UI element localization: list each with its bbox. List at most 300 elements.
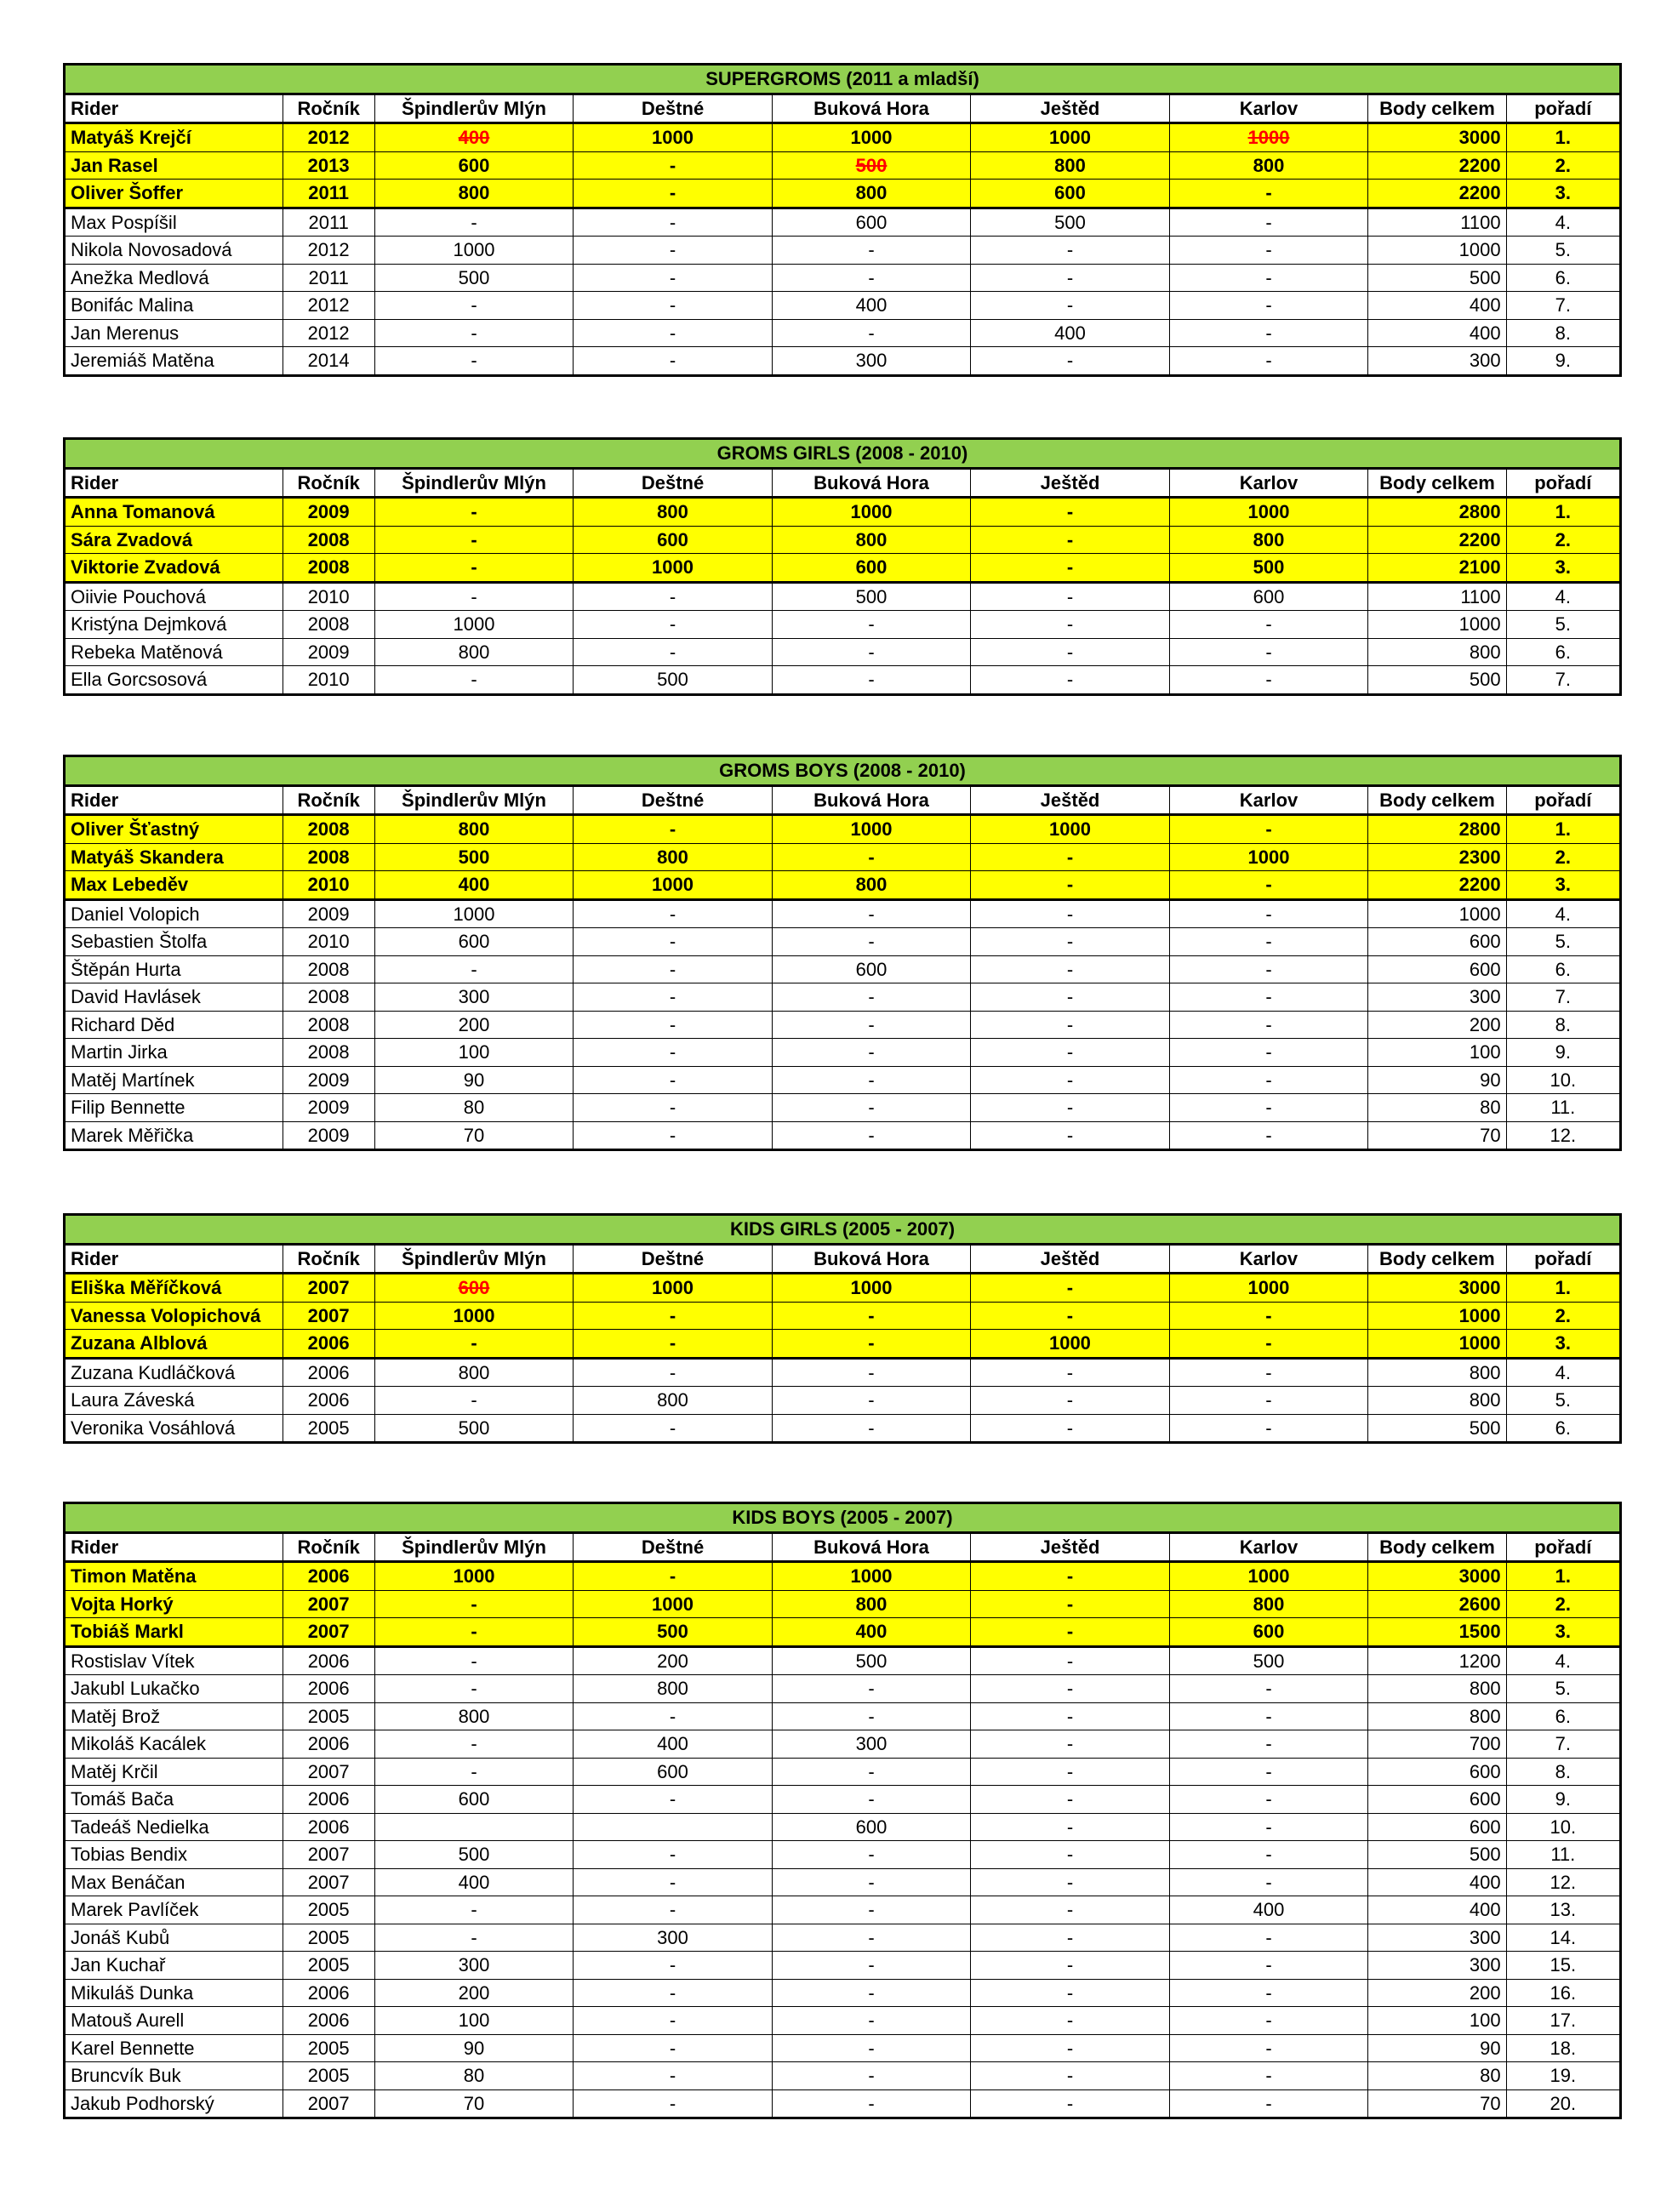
rider-name: Sebastien Štolfa (65, 928, 283, 956)
birth-year: 2012 (283, 319, 374, 347)
rank: 13. (1506, 1896, 1620, 1924)
event-score-bukova-hora (772, 2007, 971, 2035)
event-score-karlov (1169, 1011, 1368, 1039)
birth-year: 2008 (283, 815, 374, 844)
total-points: 600 (1368, 1758, 1506, 1786)
score-value: 800 (657, 1678, 688, 1700)
birth-year: 2012 (283, 237, 374, 265)
total-points: 500 (1368, 1841, 1506, 1869)
total-points: 500 (1368, 264, 1506, 292)
column-header-bukova-hora: Buková Hora (772, 1244, 970, 1274)
event-score-spindleruv-mlyn (374, 1868, 574, 1896)
column-header-destne: Deštné (574, 94, 773, 123)
rank: 11. (1506, 1841, 1620, 1869)
birth-year: 2005 (283, 1924, 374, 1952)
score-value: - (669, 1069, 676, 1091)
birth-year: 2006 (283, 2007, 374, 2035)
score-value: 400 (855, 1621, 888, 1643)
struck-score: 500 (855, 154, 888, 176)
event-score-bukova-hora (772, 1868, 971, 1896)
event-score-destne (574, 347, 773, 376)
score-value: 1000 (652, 874, 693, 896)
birth-year: 2009 (283, 899, 374, 928)
event-score-bukova-hora (772, 208, 971, 237)
birth-year: 2005 (283, 1896, 374, 1924)
event-score-bukova-hora (772, 1675, 971, 1703)
event-score-jested (971, 611, 1170, 639)
event-score-bukova-hora (772, 237, 971, 265)
event-score-bukova-hora (772, 1121, 971, 1150)
total-points: 500 (1368, 1414, 1506, 1443)
event-score-jested (971, 1039, 1170, 1067)
score-value: - (669, 585, 676, 607)
birth-year: 2006 (283, 1330, 374, 1359)
rank: 3. (1506, 1330, 1620, 1359)
score-value: - (868, 2092, 875, 2114)
total-points: 1200 (1368, 1646, 1506, 1675)
event-score-karlov (1169, 1094, 1368, 1122)
score-value: 800 (1253, 154, 1285, 176)
results-table-block (63, 63, 1622, 377)
total-points: 600 (1368, 1813, 1506, 1841)
score-value: - (669, 1332, 676, 1354)
total-points: 800 (1368, 1387, 1506, 1415)
score-value: - (471, 958, 477, 980)
rider-name: Matyáš Krejčí (65, 123, 283, 152)
score-value: 300 (855, 1733, 888, 1755)
event-score-jested (971, 1675, 1170, 1703)
rank: 4. (1506, 208, 1620, 237)
birth-year: 2011 (283, 264, 374, 292)
column-header-karlov: Karlov (1169, 1532, 1368, 1562)
event-score-karlov (1169, 1841, 1368, 1869)
column-header-rider: Rider (65, 94, 283, 123)
table-row (65, 1868, 1621, 1896)
event-score-bukova-hora (772, 983, 971, 1012)
score-value: - (868, 1871, 875, 1893)
event-score-jested (971, 1813, 1170, 1841)
score-value: - (669, 1041, 676, 1063)
rank: 8. (1506, 1758, 1620, 1786)
score-value: - (1265, 211, 1272, 233)
score-value: 1000 (850, 1277, 893, 1299)
event-score-spindleruv-mlyn (374, 498, 574, 527)
score-value: 400 (1253, 1899, 1285, 1921)
rider-name: Zuzana Alblová (65, 1330, 283, 1359)
score-value: - (1066, 1678, 1074, 1700)
event-score-jested (971, 1952, 1170, 1980)
total-points: 2600 (1368, 1590, 1506, 1618)
event-score-karlov (1169, 347, 1368, 376)
score-value: 800 (458, 1705, 490, 1727)
event-score-karlov (1169, 1562, 1368, 1591)
rank: 12. (1506, 1121, 1620, 1150)
event-score-destne (574, 1066, 773, 1094)
score-value: - (1066, 1013, 1074, 1035)
score-value: - (868, 2037, 875, 2059)
score-value: - (1066, 1705, 1074, 1727)
score-value: - (868, 846, 875, 868)
score-value: - (1066, 1069, 1074, 1091)
rank: 5. (1506, 611, 1620, 639)
birth-year: 2007 (283, 1274, 374, 1303)
score-value: 400 (1054, 322, 1086, 344)
score-value: - (669, 903, 676, 925)
total-points: 800 (1368, 1702, 1506, 1730)
category-title-row (65, 1215, 1621, 1245)
event-score-spindleruv-mlyn (374, 1011, 574, 1039)
total-points: 400 (1368, 319, 1506, 347)
score-value: 100 (458, 2010, 490, 2032)
event-score-karlov (1169, 1646, 1368, 1675)
event-score-destne (574, 1868, 773, 1896)
birth-year: 2010 (283, 666, 374, 695)
table-row (65, 208, 1621, 237)
event-score-karlov (1169, 1702, 1368, 1730)
event-score-destne (574, 1302, 772, 1330)
score-value: 500 (458, 1844, 490, 1866)
table-row (65, 1702, 1621, 1730)
event-score-bukova-hora (772, 1274, 970, 1303)
event-score-destne (574, 1039, 773, 1067)
total-points: 1000 (1368, 899, 1506, 928)
event-score-karlov (1169, 983, 1368, 1012)
birth-year: 2006 (283, 1813, 374, 1841)
event-score-bukova-hora (772, 1414, 970, 1443)
score-value: - (868, 1013, 875, 1035)
rank: 9. (1506, 1786, 1620, 1814)
event-score-jested (971, 1358, 1169, 1387)
score-value: - (1265, 669, 1272, 691)
column-header-year: Ročník (283, 1532, 374, 1562)
birth-year: 2006 (283, 1786, 374, 1814)
rank: 9. (1506, 347, 1620, 376)
birth-year: 2006 (283, 1562, 374, 1591)
event-score-destne (574, 1786, 773, 1814)
score-value: - (1066, 1788, 1074, 1810)
score-value: - (1066, 846, 1074, 868)
event-score-jested (971, 1414, 1169, 1443)
event-score-jested (971, 1730, 1170, 1759)
score-value: 300 (458, 986, 490, 1008)
score-value: 800 (458, 1361, 490, 1383)
total-points: 70 (1368, 2089, 1506, 2118)
score-value: - (1066, 528, 1074, 550)
total-points: 80 (1368, 2062, 1506, 2090)
score-value: 800 (855, 182, 888, 204)
score-value: - (1265, 1871, 1272, 1893)
column-header-row (65, 1244, 1621, 1274)
total-points: 200 (1368, 1011, 1506, 1039)
column-header-rider: Rider (65, 1244, 283, 1274)
table-row (65, 1121, 1621, 1150)
event-score-jested (971, 983, 1170, 1012)
score-value: - (868, 931, 875, 953)
rider-name: Matěj Brož (65, 1702, 283, 1730)
event-score-spindleruv-mlyn (374, 554, 574, 583)
event-score-spindleruv-mlyn (374, 955, 574, 983)
table-row (65, 2062, 1621, 2090)
score-value: 500 (1253, 1650, 1285, 1672)
event-score-spindleruv-mlyn (374, 666, 574, 695)
event-score-karlov (1169, 1924, 1368, 1952)
score-value: - (1265, 322, 1272, 344)
score-value: - (471, 322, 477, 344)
event-score-spindleruv-mlyn (374, 983, 574, 1012)
score-value: - (669, 613, 676, 636)
event-score-destne (574, 319, 773, 347)
score-value: 1000 (850, 127, 893, 149)
score-value: 500 (1253, 556, 1285, 579)
event-score-destne (574, 208, 773, 237)
event-score-destne (574, 264, 773, 292)
event-score-jested (971, 1702, 1170, 1730)
event-score-jested (971, 526, 1170, 554)
score-value: - (1066, 1981, 1074, 2004)
category-title: GROMS BOYS (2008 - 2010) (65, 756, 1621, 786)
event-score-bukova-hora (772, 1094, 971, 1122)
category-title-row (65, 756, 1621, 786)
score-value: 600 (855, 1816, 888, 1838)
event-score-destne (574, 1121, 773, 1150)
event-score-karlov (1169, 1758, 1368, 1786)
score-value: - (669, 986, 676, 1008)
score-value: 600 (1054, 182, 1086, 204)
event-score-destne (574, 1702, 773, 1730)
event-score-bukova-hora (772, 1786, 971, 1814)
score-value: 500 (855, 1650, 888, 1672)
column-header-karlov: Karlov (1169, 785, 1368, 815)
event-score-bukova-hora (772, 871, 971, 900)
score-value: 800 (657, 1389, 688, 1411)
table-row (65, 1066, 1621, 1094)
event-score-jested (971, 928, 1170, 956)
score-value: - (1265, 1705, 1272, 1727)
score-value: - (1066, 294, 1074, 316)
rank: 12. (1506, 1868, 1620, 1896)
total-points: 2200 (1368, 871, 1506, 900)
event-score-spindleruv-mlyn (374, 1979, 574, 2007)
event-score-jested (971, 666, 1170, 695)
event-score-spindleruv-mlyn (374, 582, 574, 611)
score-value: - (1066, 986, 1074, 1008)
column-header-karlov: Karlov (1169, 468, 1368, 498)
rider-name: Marek Pavlíček (65, 1896, 283, 1924)
column-header-spindleruv-mlyn: Špindlerův Mlýn (374, 468, 574, 498)
birth-year: 2005 (283, 1702, 374, 1730)
score-value: - (471, 1760, 477, 1782)
rider-name: Anna Tomanová (65, 498, 283, 527)
score-value: - (1265, 818, 1272, 841)
total-points: 90 (1368, 1066, 1506, 1094)
total-points: 600 (1368, 955, 1506, 983)
results-table (63, 1213, 1622, 1444)
score-value: - (669, 1705, 676, 1727)
rider-name: Karel Bennette (65, 2034, 283, 2062)
score-value: 800 (1253, 528, 1285, 550)
event-score-karlov (1169, 264, 1368, 292)
score-value: - (669, 1871, 676, 1893)
score-value: - (868, 1899, 875, 1921)
event-score-spindleruv-mlyn (374, 1562, 574, 1591)
total-points: 500 (1368, 666, 1506, 695)
rank: 6. (1506, 1702, 1620, 1730)
score-value: 600 (1253, 585, 1285, 607)
rider-name: Timon Matěna (65, 1562, 283, 1591)
event-score-bukova-hora (772, 1702, 971, 1730)
podium-row (65, 498, 1621, 527)
event-score-destne (574, 1813, 773, 1841)
category-title: GROMS GIRLS (2008 - 2010) (65, 439, 1621, 469)
score-value: - (1066, 1361, 1074, 1383)
event-score-karlov (1169, 899, 1368, 928)
results-table (63, 1502, 1622, 2119)
total-points: 3000 (1368, 1274, 1506, 1303)
event-score-spindleruv-mlyn (374, 151, 574, 180)
event-score-karlov (1169, 1590, 1368, 1618)
score-value: - (669, 239, 676, 261)
score-value: - (1265, 2092, 1272, 2114)
column-header-body-celkem: Body celkem (1368, 1532, 1506, 1562)
event-score-spindleruv-mlyn (374, 1758, 574, 1786)
event-score-bukova-hora (772, 1562, 971, 1591)
score-value: - (1066, 1593, 1074, 1615)
score-value: - (471, 1899, 477, 1921)
score-value: - (471, 294, 477, 316)
rider-name: Oliver Šťastný (65, 815, 283, 844)
rank: 5. (1506, 928, 1620, 956)
event-score-spindleruv-mlyn (374, 1121, 574, 1150)
birth-year: 2006 (283, 1675, 374, 1703)
event-score-jested (971, 1924, 1170, 1952)
total-points: 800 (1368, 1358, 1506, 1387)
column-header-year: Ročník (283, 468, 374, 498)
score-value: - (1066, 1926, 1074, 1948)
total-points: 200 (1368, 1979, 1506, 2007)
score-value: 600 (855, 211, 888, 233)
score-value: - (868, 1332, 875, 1354)
score-value: - (1265, 1361, 1272, 1383)
score-value: 500 (458, 846, 490, 868)
column-header-destne: Deštné (574, 1244, 772, 1274)
event-score-bukova-hora (772, 123, 971, 152)
rider-name: Tadeáš Nedielka (65, 1813, 283, 1841)
score-value: - (669, 322, 676, 344)
score-value: - (868, 1361, 875, 1383)
event-score-bukova-hora (772, 638, 971, 666)
event-score-jested (971, 955, 1170, 983)
event-score-karlov (1169, 2089, 1368, 2118)
podium-row (65, 1562, 1621, 1591)
rank: 18. (1506, 2034, 1620, 2062)
score-value: 400 (855, 294, 888, 316)
rank: 5. (1506, 1387, 1620, 1415)
score-value: - (669, 211, 676, 233)
score-value: 1000 (1049, 127, 1091, 149)
score-value: 1000 (850, 818, 893, 841)
event-score-jested (971, 638, 1170, 666)
results-table-block (63, 437, 1622, 696)
event-score-bukova-hora (772, 264, 971, 292)
score-value: 600 (458, 931, 490, 953)
rank: 3. (1506, 554, 1620, 583)
score-value: 1000 (1247, 1277, 1290, 1299)
score-value: - (669, 1565, 676, 1588)
event-score-destne (574, 180, 773, 208)
birth-year: 2006 (283, 1646, 374, 1675)
rider-name: Laura Záveská (65, 1387, 283, 1415)
rider-name: Anežka Medlová (65, 264, 283, 292)
total-points: 3000 (1368, 1562, 1506, 1591)
event-score-spindleruv-mlyn (374, 928, 574, 956)
event-score-karlov (1169, 1121, 1368, 1150)
score-value: - (1066, 958, 1074, 980)
event-score-spindleruv-mlyn (374, 2089, 574, 2118)
total-points: 600 (1368, 1786, 1506, 1814)
score-value: - (471, 528, 477, 550)
event-score-karlov (1169, 666, 1368, 695)
score-value: - (669, 1013, 676, 1035)
score-value: - (1066, 2037, 1074, 2059)
event-score-spindleruv-mlyn (374, 2007, 574, 2035)
total-points: 2200 (1368, 180, 1506, 208)
score-value: - (1066, 931, 1074, 953)
score-value: - (868, 1705, 875, 1727)
rank: 5. (1506, 1675, 1620, 1703)
score-value: - (471, 669, 477, 691)
event-score-karlov (1169, 1387, 1367, 1415)
event-score-jested (971, 1868, 1170, 1896)
rider-name: Richard Děd (65, 1011, 283, 1039)
table-row (65, 611, 1621, 639)
rank: 14. (1506, 1924, 1620, 1952)
event-score-jested (971, 1302, 1169, 1330)
column-header-year: Ročník (283, 94, 374, 123)
event-score-destne (574, 2034, 773, 2062)
rank: 8. (1506, 1011, 1620, 1039)
score-value: - (1066, 1041, 1074, 1063)
event-score-destne (574, 1414, 772, 1443)
score-value: - (1265, 266, 1272, 288)
rider-name: Mikoláš Kacálek (65, 1730, 283, 1759)
event-score-destne (574, 1896, 773, 1924)
score-value: - (868, 1124, 875, 1146)
column-header-row (65, 94, 1621, 123)
column-header-rider: Rider (65, 1532, 283, 1562)
total-points: 400 (1368, 1896, 1506, 1924)
event-score-spindleruv-mlyn (374, 871, 574, 900)
birth-year: 2008 (283, 1039, 374, 1067)
event-score-karlov (1169, 1039, 1368, 1067)
event-score-spindleruv-mlyn (374, 1896, 574, 1924)
table-row (65, 928, 1621, 956)
event-score-spindleruv-mlyn (374, 1066, 574, 1094)
event-score-karlov (1169, 2062, 1368, 2090)
total-points: 2800 (1368, 815, 1506, 844)
score-value: - (1066, 266, 1074, 288)
event-score-jested (971, 498, 1170, 527)
table-row (65, 2034, 1621, 2062)
struck-score: 400 (458, 127, 490, 149)
event-score-bukova-hora (772, 1952, 971, 1980)
category-title-row (65, 1503, 1621, 1533)
event-score-bukova-hora (772, 815, 971, 844)
total-points: 300 (1368, 1952, 1506, 1980)
score-value: 400 (458, 874, 490, 896)
score-value: 500 (1054, 211, 1086, 233)
score-value: - (669, 958, 676, 980)
score-value: 600 (855, 958, 888, 980)
